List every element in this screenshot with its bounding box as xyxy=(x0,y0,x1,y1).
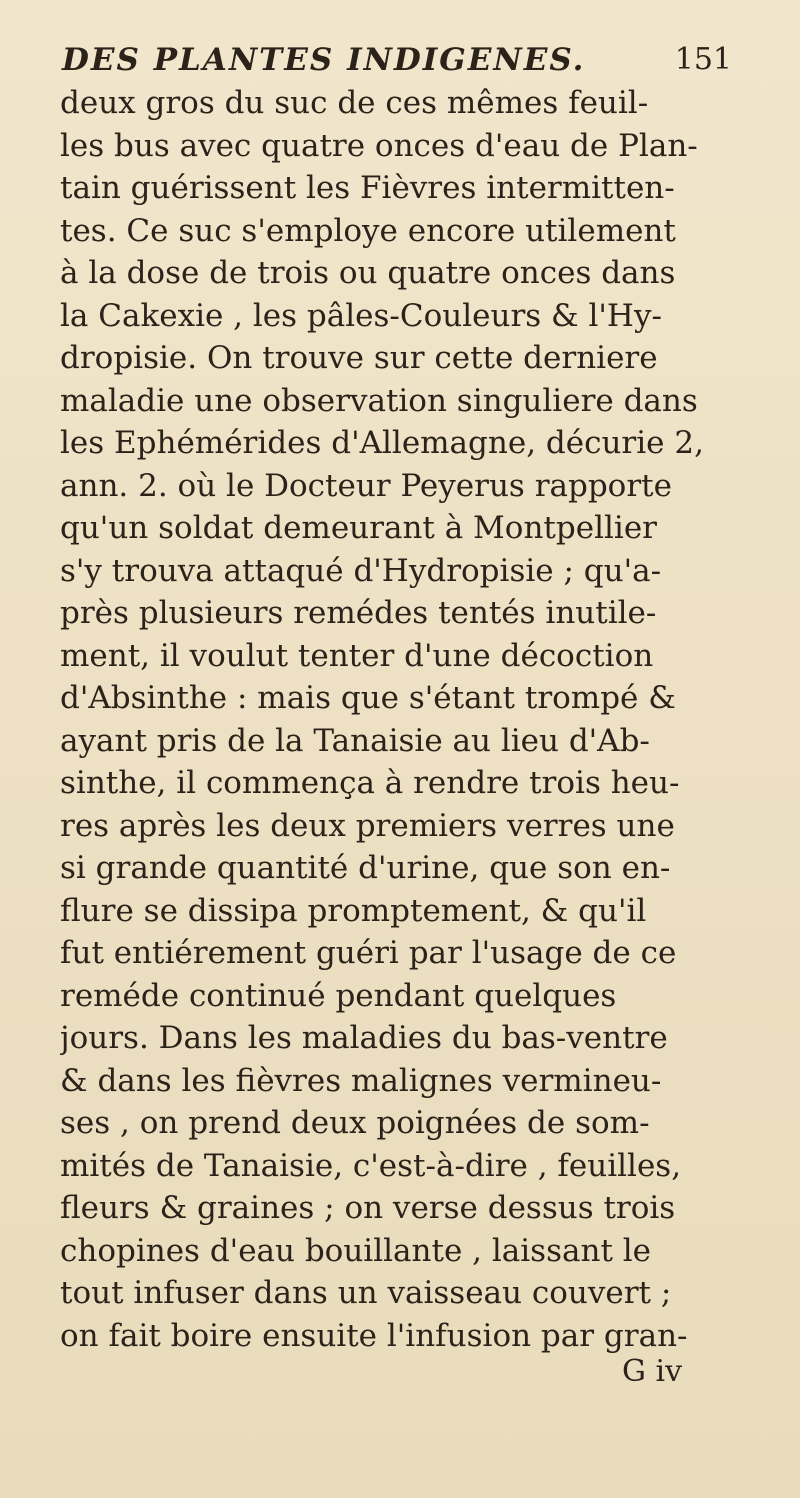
text-line: flure se dissipa promptement, & qu'il xyxy=(60,892,647,929)
text-line: res après les deux premiers verres une xyxy=(60,807,675,844)
text-line: sinthe, il commença à rendre trois heu- xyxy=(60,765,680,801)
signature-mark: G iv xyxy=(622,1354,683,1389)
text-line: ses , on prend deux poignées de som- xyxy=(60,1105,650,1141)
text-line: ment, il voulut tenter d'une décoction xyxy=(60,637,654,674)
text-line: deux gros du suc de ces mêmes feuil- xyxy=(60,85,649,121)
text-line: d'Absinthe : mais que s'étant trompé & xyxy=(60,680,676,716)
text-line: ann. 2. où le Docteur Peyerus rapporte xyxy=(60,467,672,504)
text-line: fut entiérement guéri par l'usage de ce xyxy=(60,935,677,971)
running-head xyxy=(62,36,742,86)
text-line: dropisie. On trouve sur cette derniere xyxy=(60,340,658,376)
text-line: chopines d'eau bouillante , laissant le xyxy=(60,1232,652,1269)
body-text xyxy=(60,82,760,1357)
text-line: & dans les fièvres malignes vermineu- xyxy=(60,1062,662,1099)
text-line: fleurs & graines ; on verse dessus trois xyxy=(60,1190,676,1226)
text-line: les bus avec quatre onces d'eau de Plan- xyxy=(60,127,698,164)
text-line: les Ephémérides d'Allemagne, décurie 2, xyxy=(60,425,704,461)
text-line: tain guérissent les Fièvres intermitten- xyxy=(60,170,675,206)
text-line: s'y trouva attaqué d'Hydropisie ; qu'a- xyxy=(60,552,662,589)
text-line: jours. Dans les maladies du bas-ventre xyxy=(60,1020,668,1056)
text-line: ayant pris de la Tanaisie au lieu d'Ab- xyxy=(60,722,650,759)
page-number: 151 xyxy=(674,42,732,77)
text-line: qu'un soldat demeurant à Montpellier xyxy=(60,510,657,546)
text-line: tes. Ce suc s'employe encore utilement xyxy=(60,212,676,249)
text-line: tout infuser dans un vaisseau couvert ; xyxy=(60,1275,672,1311)
text-line: si grande quantité d'urine, que son en- xyxy=(60,850,671,886)
text-line: la Cakexie , les pâles-Couleurs & l'Hy- xyxy=(60,297,662,334)
text-line: à la dose de trois ou quatre onces dans xyxy=(60,255,676,291)
text-line: près plusieurs remédes tentés inutile- xyxy=(60,595,657,631)
running-title: DES PLANTES INDIGENES. xyxy=(62,42,586,78)
text-line: on fait boire ensuite l'infusion par gran- xyxy=(60,1317,688,1354)
text-line: maladie une observation singuliere dans xyxy=(60,382,698,419)
text-line: mités de Tanaisie, c'est-à-dire , feuilles, xyxy=(60,1147,682,1184)
text-line: reméde continué pendant quelques xyxy=(60,977,617,1014)
